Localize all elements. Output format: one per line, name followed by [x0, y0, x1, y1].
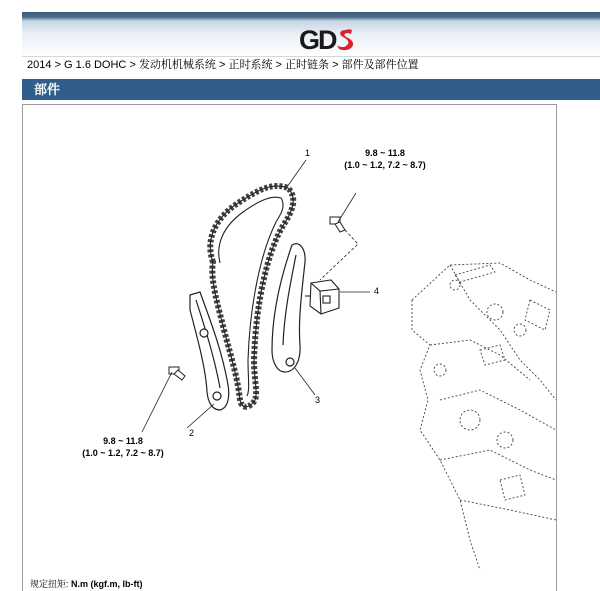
breadcrumb-item-timing-chain[interactable]: 正时链条	[285, 59, 330, 71]
callout-4: 4	[374, 286, 380, 296]
breadcrumb-separator: >	[129, 59, 139, 71]
callout-3: 3	[315, 395, 321, 405]
breadcrumb-separator: >	[332, 59, 342, 71]
hydraulic-tensioner-part	[305, 280, 339, 314]
torque-spec-tensioner	[330, 147, 440, 171]
callout-1: 1	[305, 148, 311, 158]
chain-guide-part	[190, 292, 229, 410]
breadcrumb-item-year[interactable]: 2014	[27, 59, 52, 71]
breadcrumb-item-engine-mechanical[interactable]: 发动机机械系统	[138, 59, 216, 71]
torque-value: 9.8 ~ 11.8	[103, 436, 143, 446]
torque-conversions: (1.0 ~ 1.2, 7.2 ~ 8.7)	[344, 160, 426, 170]
tensioner-bolt	[330, 217, 345, 232]
torque-value: 9.8 ~ 11.8	[365, 148, 405, 158]
breadcrumb-item-current: 部件及部件位置	[341, 59, 419, 71]
torque-units-label: 规定扭矩:	[30, 579, 72, 589]
breadcrumb-separator: >	[219, 59, 229, 71]
svg-text:GD: GD	[299, 25, 336, 54]
torque-units-value: N.m (kgf.m, lb-ft)	[71, 579, 143, 589]
section-title: 部件	[34, 82, 61, 97]
breadcrumb-separator: >	[54, 59, 65, 71]
callout-2: 2	[189, 428, 195, 438]
breadcrumb-item-engine[interactable]: G 1.6 DOHC	[64, 59, 127, 71]
torque-spec-guide	[68, 435, 178, 459]
tensioner-arm-part	[272, 244, 305, 372]
engine-block-outline	[412, 263, 556, 570]
torque-conversions: (1.0 ~ 1.2, 7.2 ~ 8.7)	[82, 448, 164, 458]
breadcrumb-item-timing-system[interactable]: 正时系统	[228, 59, 273, 71]
breadcrumb-separator: >	[275, 59, 286, 71]
torque-units-note	[30, 577, 143, 590]
